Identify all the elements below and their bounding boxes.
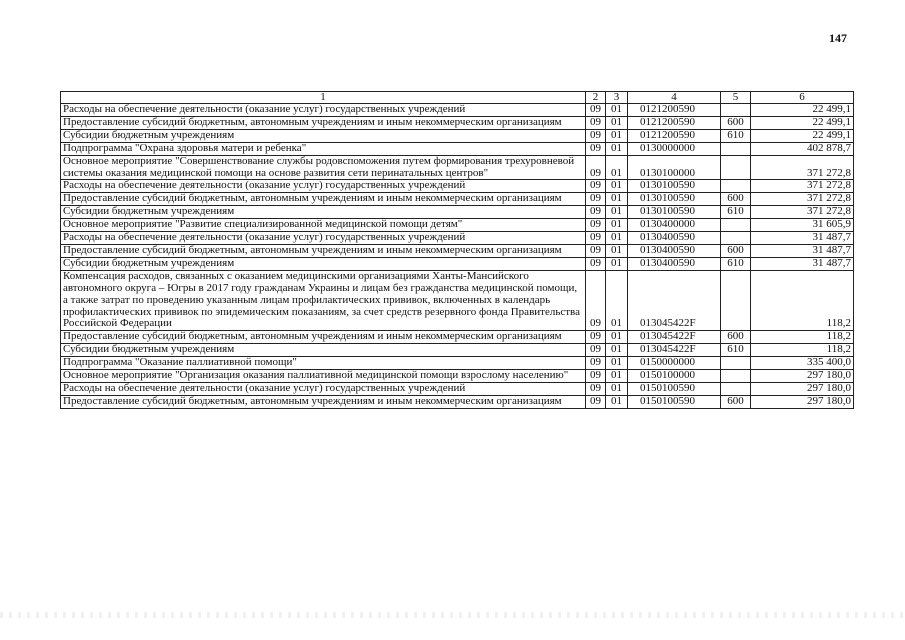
cell-subsection: 01 <box>606 357 628 370</box>
cell-subsection: 01 <box>606 206 628 219</box>
cell-code: 0130400590 <box>628 257 721 270</box>
cell-type <box>721 270 751 331</box>
cell-sum: 31 487,7 <box>751 244 854 257</box>
cell-subsection: 01 <box>606 232 628 245</box>
table-body <box>61 104 854 409</box>
cell-subsection: 01 <box>606 104 628 117</box>
cell-sum: 31 487,7 <box>751 232 854 245</box>
cell-code: 0121200590 <box>628 129 721 142</box>
cell-name: Основное мероприятие "Организация оказания паллиативной медицинской помощи взрослому населению" <box>61 370 586 383</box>
cell-name: Предоставление субсидий бюджетным, автономным учреждениям и иным некоммерческим организациям <box>61 116 586 129</box>
table-row <box>61 193 854 206</box>
cell-code: 0130000000 <box>628 142 721 155</box>
cell-name: Предоставление субсидий бюджетным, автономным учреждениям и иным некоммерческим организациям <box>61 193 586 206</box>
cell-section: 09 <box>586 357 606 370</box>
cell-name: Предоставление субсидий бюджетным, автономным учреждениям и иным некоммерческим организациям <box>61 395 586 408</box>
cell-name: Расходы на обеспечение деятельности (оказание услуг) государственных учреждений <box>61 104 586 117</box>
cell-type <box>721 180 751 193</box>
table-row <box>61 244 854 257</box>
cell-code: 013045422F <box>628 270 721 331</box>
cell-type <box>721 142 751 155</box>
cell-subsection: 01 <box>606 219 628 232</box>
cell-section: 09 <box>586 155 606 180</box>
table-row <box>61 395 854 408</box>
cell-code: 013045422F <box>628 331 721 344</box>
table-row <box>61 232 854 245</box>
cell-type: 600 <box>721 116 751 129</box>
table-header-row <box>61 92 854 104</box>
cell-type <box>721 155 751 180</box>
table-row <box>61 357 854 370</box>
table-row <box>61 116 854 129</box>
cell-type: 610 <box>721 257 751 270</box>
cell-section: 09 <box>586 370 606 383</box>
cell-sum: 297 180,0 <box>751 370 854 383</box>
cell-type: 600 <box>721 244 751 257</box>
cell-section: 09 <box>586 219 606 232</box>
cell-code: 0130400000 <box>628 219 721 232</box>
table-row <box>61 206 854 219</box>
cell-code: 013045422F <box>628 344 721 357</box>
cell-code: 0121200590 <box>628 104 721 117</box>
cell-code: 0130100590 <box>628 193 721 206</box>
cell-sum: 402 878,7 <box>751 142 854 155</box>
cell-sum: 22 499,1 <box>751 129 854 142</box>
cell-type: 610 <box>721 344 751 357</box>
cell-sum: 22 499,1 <box>751 104 854 117</box>
cell-subsection: 01 <box>606 382 628 395</box>
cell-sum: 31 605,9 <box>751 219 854 232</box>
cell-code: 0130100000 <box>628 155 721 180</box>
cell-code: 0130100590 <box>628 206 721 219</box>
cell-section: 09 <box>586 116 606 129</box>
cell-type <box>721 232 751 245</box>
cell-name: Подпрограмма "Охрана здоровья матери и ребенка" <box>61 142 586 155</box>
cell-sum: 297 180,0 <box>751 382 854 395</box>
cell-type <box>721 219 751 232</box>
cell-type <box>721 104 751 117</box>
page-number: 147 <box>829 31 847 45</box>
cell-subsection: 01 <box>606 270 628 331</box>
cell-sum: 371 272,8 <box>751 155 854 180</box>
cell-name: Предоставление субсидий бюджетным, автономным учреждениям и иным некоммерческим организациям <box>61 331 586 344</box>
cell-subsection: 01 <box>606 142 628 155</box>
cell-subsection: 01 <box>606 257 628 270</box>
cell-subsection: 01 <box>606 129 628 142</box>
table-row <box>61 270 854 331</box>
cell-name: Основное мероприятие "Развитие специализированной медицинской помощи детям" <box>61 219 586 232</box>
cell-name: Субсидии бюджетным учреждениям <box>61 344 586 357</box>
cell-section: 09 <box>586 232 606 245</box>
table-row <box>61 257 854 270</box>
cell-code: 0150100590 <box>628 395 721 408</box>
cell-subsection: 01 <box>606 180 628 193</box>
cell-subsection: 01 <box>606 193 628 206</box>
cell-section: 09 <box>586 244 606 257</box>
column-header: 6 <box>751 92 854 104</box>
table-row <box>61 104 854 117</box>
table-row <box>61 370 854 383</box>
cell-subsection: 01 <box>606 331 628 344</box>
table-row <box>61 155 854 180</box>
budget-table <box>60 91 854 409</box>
cell-type: 610 <box>721 129 751 142</box>
cell-type <box>721 370 751 383</box>
column-header: 3 <box>606 92 628 104</box>
cell-section: 09 <box>586 180 606 193</box>
cell-sum: 371 272,8 <box>751 206 854 219</box>
cell-name: Субсидии бюджетным учреждениям <box>61 129 586 142</box>
table-row <box>61 180 854 193</box>
cell-type <box>721 357 751 370</box>
cell-code: 0150100000 <box>628 370 721 383</box>
cell-name: Расходы на обеспечение деятельности (оказание услуг) государственных учреждений <box>61 180 586 193</box>
cell-sum: 118,2 <box>751 331 854 344</box>
cell-type: 600 <box>721 395 751 408</box>
cell-name: Основное мероприятие "Совершенствование службы родовспоможения путем формирования трехуровневой системы оказания медицинской помощи на основе развития сети перинатальных центров" <box>61 155 586 180</box>
column-header: 1 <box>61 92 586 104</box>
cell-type: 600 <box>721 331 751 344</box>
column-header: 5 <box>721 92 751 104</box>
cell-type: 610 <box>721 206 751 219</box>
cell-name: Предоставление субсидий бюджетным, автономным учреждениям и иным некоммерческим организациям <box>61 244 586 257</box>
table-row <box>61 344 854 357</box>
cell-sum: 118,2 <box>751 344 854 357</box>
cell-section: 09 <box>586 382 606 395</box>
cell-sum: 31 487,7 <box>751 257 854 270</box>
table-row <box>61 142 854 155</box>
scan-noise <box>0 612 905 618</box>
cell-name: Расходы на обеспечение деятельности (оказание услуг) государственных учреждений <box>61 382 586 395</box>
cell-name: Расходы на обеспечение деятельности (оказание услуг) государственных учреждений <box>61 232 586 245</box>
cell-section: 09 <box>586 193 606 206</box>
table-row <box>61 331 854 344</box>
cell-section: 09 <box>586 206 606 219</box>
cell-section: 09 <box>586 142 606 155</box>
column-header: 4 <box>628 92 721 104</box>
cell-section: 09 <box>586 129 606 142</box>
cell-subsection: 01 <box>606 344 628 357</box>
cell-type <box>721 382 751 395</box>
table-row <box>61 382 854 395</box>
cell-type: 600 <box>721 193 751 206</box>
cell-code: 0130400590 <box>628 244 721 257</box>
cell-name: Субсидии бюджетным учреждениям <box>61 206 586 219</box>
cell-code: 0150100590 <box>628 382 721 395</box>
cell-name: Компенсация расходов, связанных с оказанием медицинскими организациями Ханты-Мансийского автономного округа – Югры в 2017 году гражданам Украины и лицам без гражданства медицинской помощи, а также затрат по проведению указанным лицам профилактических прививок, включенных в календарь профилактических прививок по эпидемическим показаниям, за счет средств резервного фонда Правительства Российской Федерации <box>61 270 586 331</box>
cell-subsection: 01 <box>606 244 628 257</box>
cell-subsection: 01 <box>606 116 628 129</box>
cell-subsection: 01 <box>606 395 628 408</box>
cell-section: 09 <box>586 257 606 270</box>
cell-sum: 118,2 <box>751 270 854 331</box>
cell-sum: 371 272,8 <box>751 193 854 206</box>
table-row <box>61 129 854 142</box>
cell-code: 0130400590 <box>628 232 721 245</box>
cell-code: 0130100590 <box>628 180 721 193</box>
cell-section: 09 <box>586 344 606 357</box>
cell-sum: 371 272,8 <box>751 180 854 193</box>
cell-section: 09 <box>586 104 606 117</box>
cell-sum: 297 180,0 <box>751 395 854 408</box>
cell-code: 0150000000 <box>628 357 721 370</box>
cell-name: Субсидии бюджетным учреждениям <box>61 257 586 270</box>
column-header: 2 <box>586 92 606 104</box>
cell-subsection: 01 <box>606 370 628 383</box>
cell-section: 09 <box>586 331 606 344</box>
cell-subsection: 01 <box>606 155 628 180</box>
cell-section: 09 <box>586 395 606 408</box>
cell-name: Подпрограмма "Оказание паллиативной помощи" <box>61 357 586 370</box>
cell-sum: 335 400,0 <box>751 357 854 370</box>
cell-section: 09 <box>586 270 606 331</box>
cell-code: 0121200590 <box>628 116 721 129</box>
cell-sum: 22 499,1 <box>751 116 854 129</box>
table-row <box>61 219 854 232</box>
